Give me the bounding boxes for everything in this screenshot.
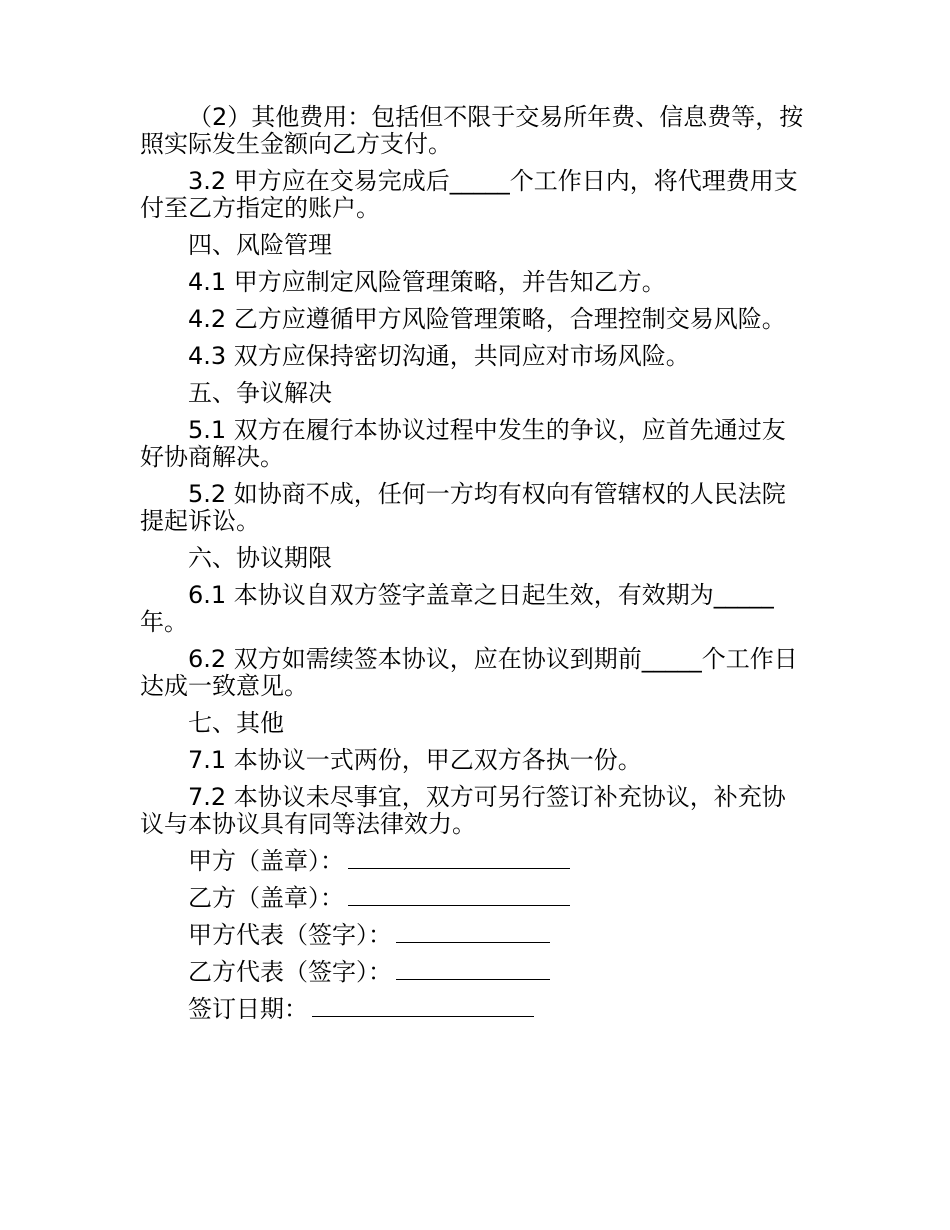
paragraph-6-2: 6.2 双方如需续签本协议，应在协议到期前_____个工作日达成一致意见。 [140,645,798,700]
paragraph-7-1: 7.1 本协议一式两份，甲乙双方各执一份。 [188,746,642,774]
heading-dispute-resolution: 五、争议解决 [188,379,332,407]
signature-blank-line [396,961,550,980]
signature-blank-line [348,887,570,906]
signature-party-a-rep [140,922,805,949]
signature-party-a-seal [140,848,805,875]
heading-agreement-term: 六、协议期限 [188,544,332,572]
paragraph-4-2: 4.2 乙方应遵循甲方风险管理策略，合理控制交易风险。 [188,305,786,333]
signature-label: 乙方代表（签字）： [188,958,392,986]
paragraph-7-2: 7.2 本协议未尽事宜，双方可另行签订补充协议，补充协议与本协议具有同等法律效力。 [140,783,786,838]
signature-party-b-rep [140,959,805,986]
paragraph-4-3: 4.3 双方应保持密切沟通，共同应对市场风险。 [188,342,690,370]
signature-label: 签订日期： [188,995,308,1023]
heading-other: 七、其他 [188,709,284,737]
signature-label: 甲方（盖章）： [188,847,344,875]
heading-risk-management: 四、风险管理 [188,231,332,259]
paragraph-6-1: 6.1 本协议自双方签字盖章之日起生效，有效期为_____年。 [140,581,774,636]
signature-blank-line [312,998,534,1017]
document-body [140,104,805,1033]
paragraph-3-2: 3.2 甲方应在交易完成后_____个工作日内，将代理费用支付至乙方指定的账户。 [140,167,798,222]
paragraph-other-fees: （2）其他费用：包括但不限于交易所年费、信息费等，按照实际发生金额向乙方支付。 [140,103,804,158]
signature-blank-line [396,924,550,943]
signature-label: 甲方代表（签字）： [188,921,392,949]
signature-party-b-seal [140,885,805,912]
paragraph-5-1: 5.1 双方在履行本协议过程中发生的争议，应首先通过友好协商解决。 [140,416,786,471]
signature-label: 乙方（盖章）： [188,884,344,912]
paragraph-5-2: 5.2 如协商不成，任何一方均有权向有管辖权的人民法院提起诉讼。 [140,480,786,535]
signature-date [140,996,805,1023]
signature-blank-line [348,850,570,869]
paragraph-4-1: 4.1 甲方应制定风险管理策略，并告知乙方。 [188,268,666,296]
